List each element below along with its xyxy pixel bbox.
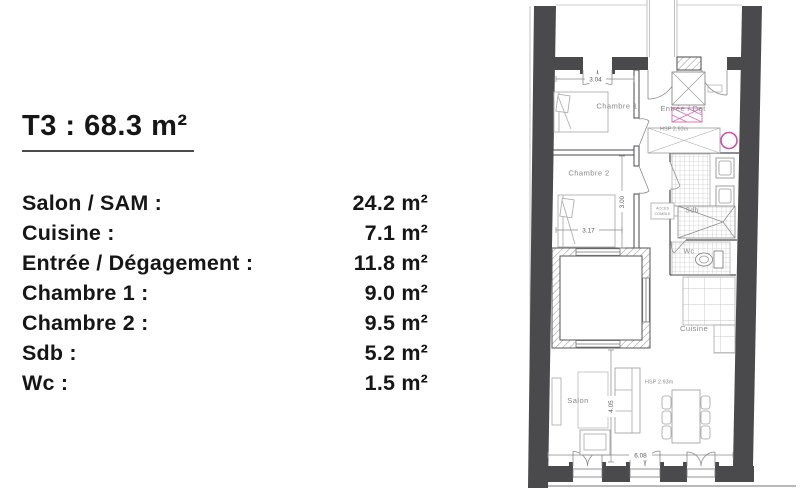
courtyard xyxy=(552,248,650,348)
sdb-fixtures xyxy=(672,154,735,238)
dim-chambre2-width: 3.17 xyxy=(582,227,595,235)
room-label: Salon / SAM : xyxy=(22,191,162,215)
wc-fixtures xyxy=(672,242,730,275)
door-sills xyxy=(573,469,715,477)
dining-table xyxy=(672,390,700,443)
hsp-note-entree: HSP 2.93m xyxy=(660,126,689,133)
salon-furniture xyxy=(552,368,640,455)
dim-salon-height: 4.05 xyxy=(608,400,615,413)
attic-access-label: COMBLE xyxy=(654,212,671,216)
water-heater xyxy=(721,133,737,149)
kitchen-counter xyxy=(683,277,735,353)
floorplan-drawing xyxy=(528,0,800,488)
label-wc: Wc xyxy=(683,248,695,256)
label-salon: Salon xyxy=(567,396,589,405)
room-area: 5.2 m² xyxy=(364,341,428,365)
room-label: Entrée / Dégagement : xyxy=(22,251,254,275)
hatched-window xyxy=(677,57,701,70)
room-row-chambre1 xyxy=(22,278,428,308)
label-sdb: Sdb xyxy=(685,207,699,215)
room-area: 9.5 m² xyxy=(364,311,428,335)
label-entree: Entrée / Dgt xyxy=(660,104,706,113)
room-row-cuisine xyxy=(22,218,428,248)
room-row-entree xyxy=(22,248,428,278)
right-party-wall xyxy=(733,6,762,466)
dim-chambre2-height: 3.00 xyxy=(619,195,626,209)
dining-set xyxy=(662,390,710,443)
washbasins xyxy=(716,158,734,206)
attic-access-label: ACCES xyxy=(655,206,670,211)
attic-access xyxy=(651,203,678,219)
plan-title: T3 : 68.3 m² xyxy=(22,110,194,152)
hsp-note-salon: HSP 2.93m xyxy=(645,379,674,386)
bed-chambre2 xyxy=(558,195,615,247)
label-chambre2: Chambre 2 xyxy=(568,168,610,178)
room-label: Wc : xyxy=(22,371,69,395)
tv-unit xyxy=(552,378,561,425)
room-row-sdb xyxy=(22,338,428,368)
room-label: Chambre 1 : xyxy=(22,281,149,305)
room-area: 9.0 m² xyxy=(364,281,428,305)
room-area: 11.8 m² xyxy=(353,251,428,275)
room-label: Cuisine : xyxy=(22,221,115,245)
room-label: Chambre 2 : xyxy=(22,311,149,335)
room-row-wc xyxy=(22,368,428,398)
bed-chambre1 xyxy=(554,92,608,132)
area-summary-panel xyxy=(22,110,428,398)
room-row-chambre2 xyxy=(22,308,428,338)
dim-salon-width: 6.08 xyxy=(634,452,647,460)
room-row-salon xyxy=(22,188,428,218)
room-label: Sdb : xyxy=(22,341,77,365)
room-area: 7.1 m² xyxy=(364,221,428,245)
label-chambre1: Chambre 1 xyxy=(596,101,638,111)
room-area-list xyxy=(22,188,428,398)
room-area: 24.2 m² xyxy=(352,191,428,215)
room-area: 1.5 m² xyxy=(364,371,428,395)
sofa xyxy=(615,368,640,433)
dim-chambre1-width: 3.04 xyxy=(589,76,602,84)
label-cuisine: Cuisine xyxy=(679,324,709,333)
